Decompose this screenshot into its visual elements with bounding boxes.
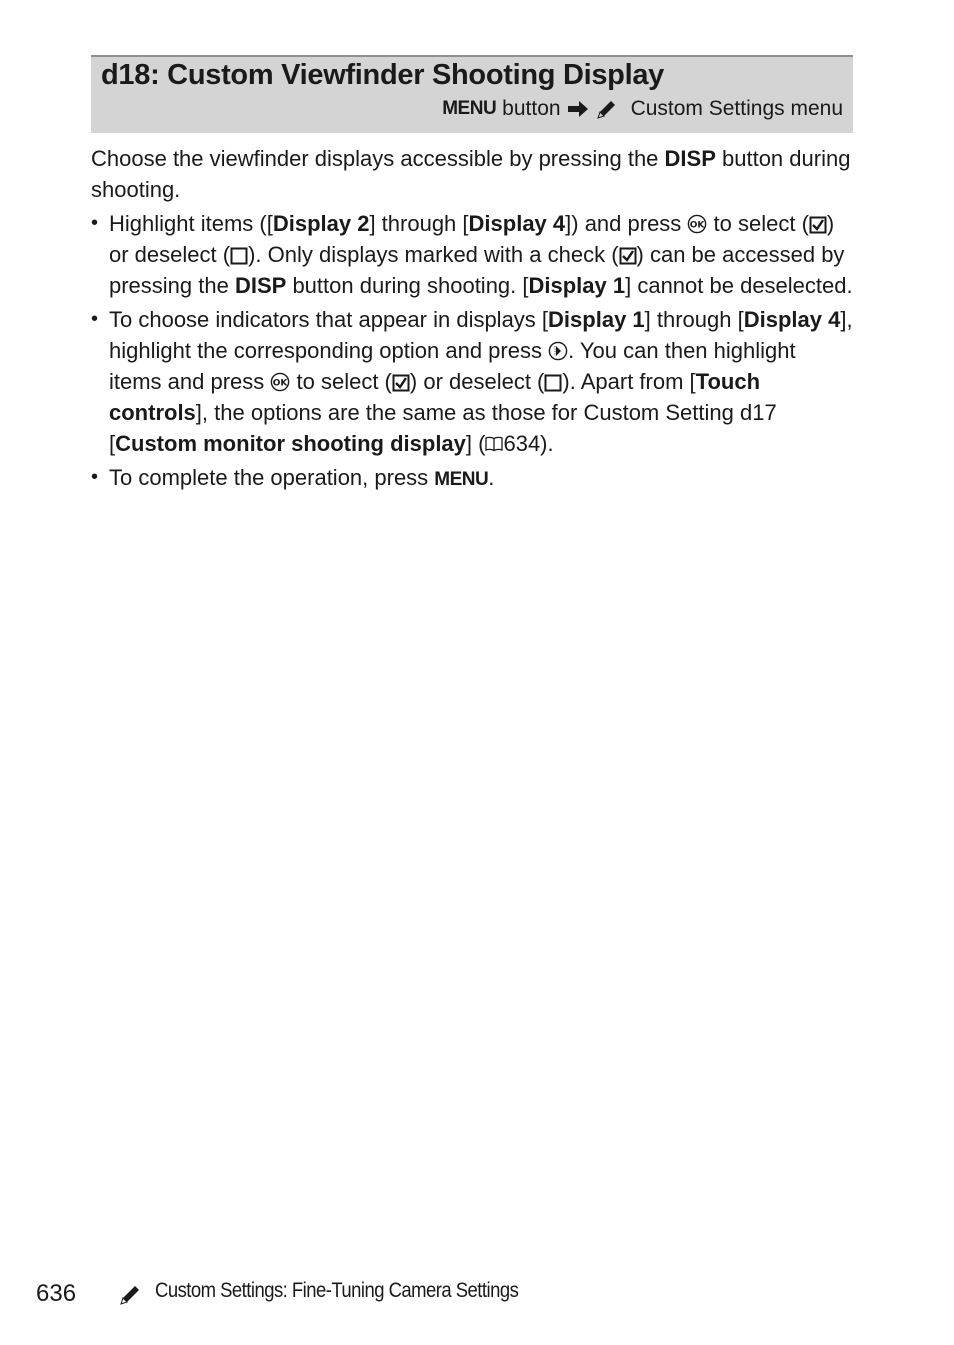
checked-box-icon bbox=[809, 216, 827, 234]
option-name: Display 2 bbox=[272, 211, 370, 236]
text: ] ( bbox=[465, 431, 486, 456]
intro-paragraph bbox=[91, 143, 853, 205]
pencil-icon bbox=[118, 1284, 142, 1306]
list-item bbox=[91, 208, 853, 301]
right-arrow-icon bbox=[567, 100, 589, 118]
multi-selector-right-icon bbox=[548, 341, 568, 361]
option-name: Display 1 bbox=[548, 307, 645, 332]
bullet-dot: • bbox=[91, 308, 99, 330]
menu-name: Custom Settings menu bbox=[630, 97, 843, 120]
pencil-icon bbox=[595, 99, 617, 119]
option-name: Display 1 bbox=[528, 273, 626, 298]
text: Choose the viewfinder displays accessible by pressing the bbox=[91, 146, 665, 171]
svg-text:OK: OK bbox=[273, 378, 288, 389]
empty-box-icon bbox=[544, 374, 562, 392]
menu-button-label: MENU bbox=[434, 469, 489, 490]
menu-path bbox=[442, 97, 843, 121]
ok-button-icon bbox=[687, 214, 707, 234]
text: To choose indicators that appear in displays [ bbox=[109, 307, 549, 332]
option-name: Custom monitor shooting display bbox=[115, 431, 466, 456]
list-item bbox=[91, 462, 853, 495]
option-name: Display 4 bbox=[743, 307, 841, 332]
text: button during shooting. bbox=[91, 146, 851, 202]
option-name: Touch controls bbox=[109, 369, 761, 425]
text: to select ( bbox=[290, 369, 392, 394]
text: 634). bbox=[503, 431, 554, 456]
text: ) or deselect ( bbox=[409, 369, 545, 394]
text: ] through [ bbox=[644, 307, 744, 332]
text: button during shooting. [ bbox=[286, 273, 529, 298]
text: ]) and press bbox=[565, 211, 688, 236]
text: to select ( bbox=[707, 211, 809, 236]
ok-button-icon bbox=[270, 372, 290, 392]
text: ). Apart from [ bbox=[562, 369, 696, 394]
body-content bbox=[91, 143, 853, 498]
empty-box-icon bbox=[230, 247, 248, 265]
text: ] cannot be deselected. bbox=[625, 273, 853, 298]
page-footer bbox=[36, 1278, 916, 1310]
text: ) can be accessed by pressing the bbox=[109, 242, 845, 298]
text: To complete the operation, press bbox=[109, 465, 435, 490]
svg-text:OK: OK bbox=[690, 220, 705, 231]
text: ], the options are the same as those for Custom Setting d17 [ bbox=[109, 400, 777, 456]
menu-button-label: MENU bbox=[442, 98, 497, 119]
disp-button-name: DISP bbox=[664, 146, 716, 171]
section-title: Custom Settings: Fine-Tuning Camera Settings bbox=[155, 1279, 519, 1302]
text: ] through [ bbox=[369, 211, 469, 236]
text: . You can then highlight items and press bbox=[109, 338, 796, 394]
option-name: Display 4 bbox=[468, 211, 566, 236]
text: ). Only displays marked with a check ( bbox=[248, 242, 619, 267]
page-title: d18: Custom Viewfinder Shooting Display bbox=[101, 59, 665, 91]
text: ], highlight the corresponding option and press bbox=[109, 307, 853, 363]
instruction-list bbox=[91, 208, 853, 495]
book-reference-icon bbox=[485, 436, 503, 452]
checked-box-icon bbox=[619, 247, 637, 265]
checked-box-icon bbox=[392, 374, 410, 392]
text: Highlight items ([ bbox=[109, 211, 273, 236]
button-text: button bbox=[502, 97, 561, 120]
text: ) or deselect ( bbox=[109, 211, 835, 267]
section-header bbox=[91, 55, 853, 133]
list-item bbox=[91, 304, 853, 459]
disp-button-name: DISP bbox=[234, 273, 287, 298]
bullet-dot: • bbox=[91, 466, 99, 488]
page-number: 636 bbox=[36, 1280, 77, 1307]
bullet-dot: • bbox=[91, 212, 99, 234]
text: . bbox=[488, 465, 495, 490]
